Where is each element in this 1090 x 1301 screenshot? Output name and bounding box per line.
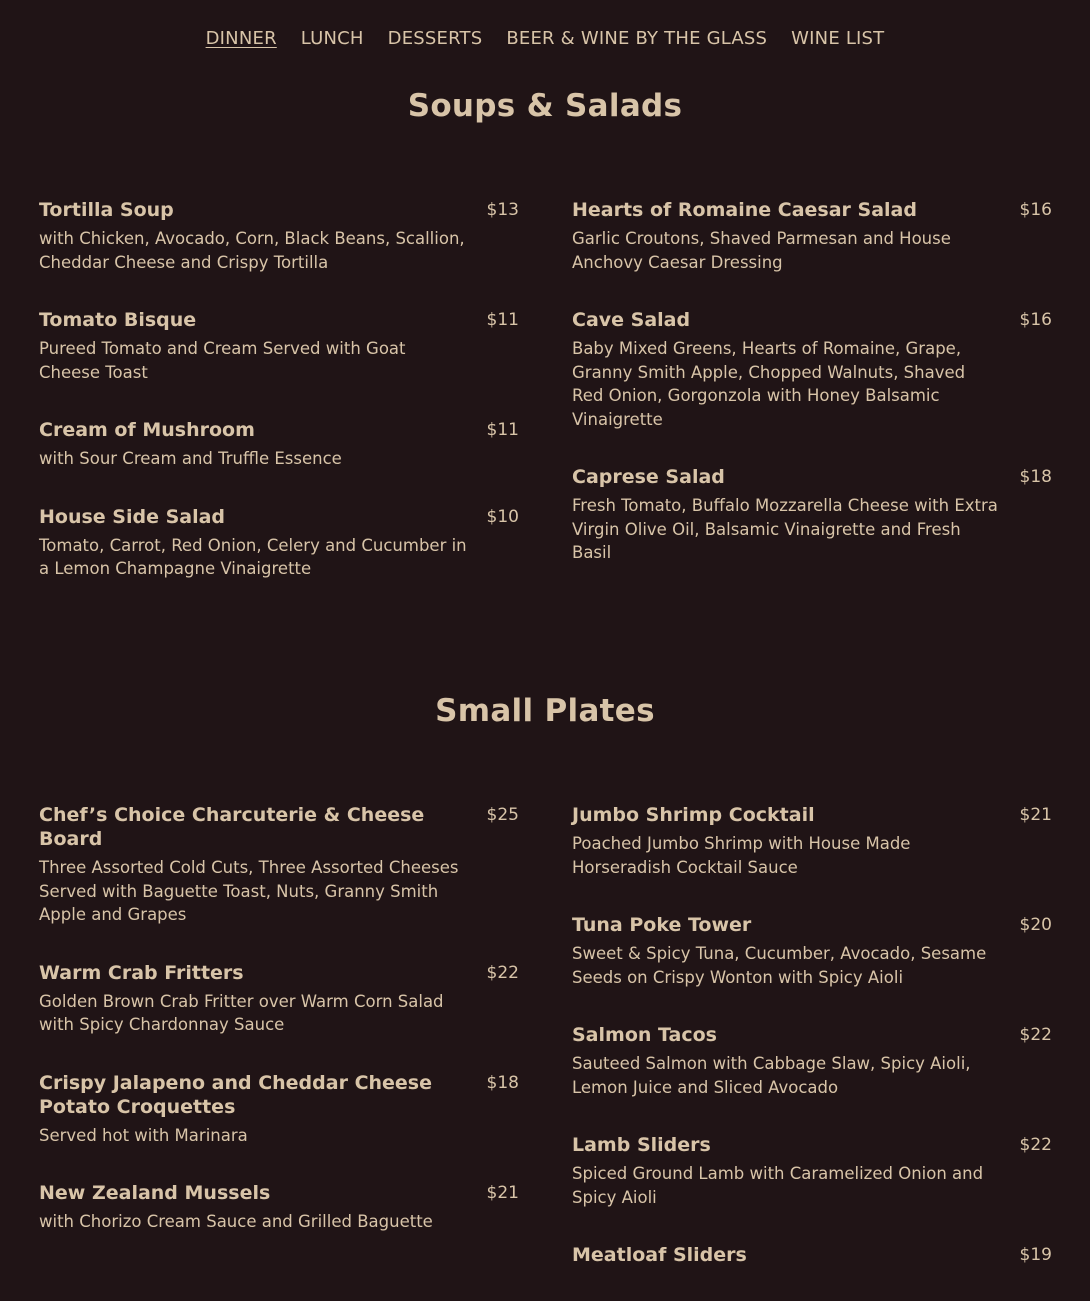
menu-item-description: with Chorizo Cream Sauce and Grilled Baguette bbox=[39, 1212, 433, 1231]
menu-item-description: Poached Jumbo Shrimp with House Made Horseradish Cocktail Sauce bbox=[572, 834, 911, 877]
menu-column-left bbox=[39, 803, 519, 1268]
menu-item-description: Golden Brown Crab Fritter over Warm Corn Salad with Spicy Chardonnay Sauce bbox=[39, 991, 444, 1034]
section-title: Small Plates bbox=[435, 693, 655, 729]
menu-item-price: $18 bbox=[486, 1072, 519, 1093]
menu-item-name: Cave Salad bbox=[572, 309, 691, 331]
menu-item-description: Pureed Tomato and Cream Served with Goat Cheese Toast bbox=[39, 339, 406, 382]
menu-item-price: $11 bbox=[486, 420, 519, 440]
menu-item-header bbox=[572, 913, 1052, 937]
menu-item-description: Tomato, Carrot, Red Onion, Celery and Cucumber in a Lemon Champagne Vinaigrette bbox=[39, 535, 467, 578]
nav-item-beer-wine-by-the-glass[interactable]: BEER & WINE BY THE GLASS bbox=[506, 28, 768, 49]
menu-item-description: with Chicken, Avocado, Corn, Black Beans, Scallion, Cheddar Cheese and Crispy Tortilla bbox=[39, 229, 465, 272]
menu-item bbox=[39, 1071, 519, 1148]
menu-item-description: Garlic Croutons, Shaved Parmesan and House Anchovy Caesar Dressing bbox=[572, 229, 951, 272]
menu-item-price: $20 bbox=[1019, 915, 1052, 935]
menu-item bbox=[572, 198, 1052, 274]
menu-item-price: $16 bbox=[1019, 310, 1052, 330]
menu-item bbox=[572, 1243, 1052, 1267]
menu-item-name: Caprese Salad bbox=[572, 466, 725, 488]
menu-item-header bbox=[39, 418, 519, 442]
menu-item bbox=[572, 803, 1052, 879]
menu-item bbox=[39, 505, 519, 581]
menu-item-name: Tomato Bisque bbox=[39, 309, 197, 331]
nav-item-lunch[interactable]: LUNCH bbox=[300, 28, 364, 49]
menu-item-header bbox=[39, 803, 519, 851]
menu-item bbox=[572, 465, 1052, 565]
menu-item-name: New Zealand Mussels bbox=[39, 1182, 271, 1204]
menu-item-header bbox=[39, 1071, 519, 1119]
menu-item-description: Spiced Ground Lamb with Caramelized Onion and Spicy Aioli bbox=[572, 1164, 984, 1207]
menu-item bbox=[572, 308, 1052, 431]
menu-item-header bbox=[572, 308, 1052, 332]
menu-item-name: Hearts of Romaine Caesar Salad bbox=[572, 199, 917, 221]
menu-item-header bbox=[572, 1023, 1052, 1047]
menu-item bbox=[572, 913, 1052, 989]
menu-item-price: $11 bbox=[486, 310, 519, 330]
nav-item-wine-list[interactable]: WINE LIST bbox=[791, 28, 885, 49]
menu-item-header bbox=[39, 961, 519, 985]
menu-item-header bbox=[572, 803, 1052, 827]
menu-item-header bbox=[39, 308, 519, 332]
menu-item-header bbox=[39, 1181, 519, 1205]
menu-item bbox=[39, 803, 519, 927]
menu-item-header bbox=[572, 465, 1052, 489]
menu-item-price: $10 bbox=[486, 506, 519, 527]
menu-item bbox=[39, 961, 519, 1037]
menu-item-name: House Side Salad bbox=[39, 505, 226, 528]
nav-item-dinner[interactable]: DINNER bbox=[205, 28, 277, 49]
menu-item-name: Cream of Mushroom bbox=[39, 419, 255, 441]
menu-item-name: Salmon Tacos bbox=[572, 1024, 717, 1046]
menu-item-price: $18 bbox=[1019, 467, 1052, 487]
section-title: Soups & Salads bbox=[407, 88, 683, 124]
nav-item-desserts[interactable]: DESSERTS bbox=[387, 28, 483, 49]
menu-item-price: $25 bbox=[486, 805, 519, 825]
menu-item-header bbox=[39, 198, 519, 222]
menu-item bbox=[39, 1181, 519, 1234]
menu-item-header bbox=[572, 1133, 1052, 1157]
menu-item-price: $16 bbox=[1019, 200, 1052, 220]
menu-nav bbox=[0, 28, 1090, 49]
menu-item-description: Served hot with Marinara bbox=[39, 1125, 248, 1145]
menu-item-name: Tortilla Soup bbox=[39, 199, 174, 221]
menu-item-price: $21 bbox=[486, 1183, 519, 1203]
menu-item-price: $22 bbox=[486, 962, 519, 983]
menu-item-header bbox=[572, 1243, 1052, 1267]
menu-item-name: Warm Crab Fritters bbox=[39, 961, 244, 984]
menu-item-description: Fresh Tomato, Buffalo Mozzarella Cheese with Extra Virgin Olive Oil, Balsamic Vinaigrette and Fresh Basil bbox=[572, 496, 998, 562]
menu-item-description: Sweet & Spicy Tuna, Cucumber, Avocado, Sesame Seeds on Crispy Wonton with Spicy Aioli bbox=[572, 944, 987, 987]
menu-item-price: $13 bbox=[486, 200, 519, 220]
menu-item-description: Three Assorted Cold Cuts, Three Assorted Cheeses Served with Baguette Toast, Nuts, Granny Smith Apple and Grapes bbox=[39, 858, 459, 924]
menu-item-description: Baby Mixed Greens, Hearts of Romaine, Grape, Granny Smith Apple, Chopped Walnuts, Shaved Red Onion, Gorgonzola with Honey Balsamic Vinaigrette bbox=[572, 339, 966, 429]
menu-item bbox=[39, 418, 519, 471]
menu-item-description: Sauteed Salmon with Cabbage Slaw, Spicy Aioli, Lemon Juice and Sliced Avocado bbox=[572, 1054, 971, 1097]
menu-item-price: $22 bbox=[1019, 1135, 1052, 1155]
menu-item-header bbox=[39, 505, 519, 529]
menu-item bbox=[572, 1023, 1052, 1099]
menu-item bbox=[572, 1133, 1052, 1209]
menu-item bbox=[39, 198, 519, 274]
menu-item-description: with Sour Cream and Truffle Essence bbox=[39, 449, 342, 468]
menu-item-name: Chef’s Choice Charcuterie & Cheese Board bbox=[39, 804, 425, 850]
menu-item-price: $22 bbox=[1019, 1025, 1052, 1045]
menu-item-name: Lamb Sliders bbox=[572, 1134, 711, 1156]
menu-item-name: Tuna Poke Tower bbox=[572, 914, 752, 936]
menu-item-name: Jumbo Shrimp Cocktail bbox=[572, 804, 815, 826]
menu-column-left bbox=[39, 198, 519, 615]
menu-column-right bbox=[572, 198, 1052, 599]
menu-item-header bbox=[572, 198, 1052, 222]
menu-item-name: Meatloaf Sliders bbox=[572, 1244, 747, 1266]
menu-item-name: Crispy Jalapeno and Cheddar Cheese Potato Croquettes bbox=[39, 1071, 433, 1118]
menu-column-right bbox=[572, 803, 1052, 1301]
menu-item-price: $21 bbox=[1019, 805, 1052, 825]
menu-item-price: $19 bbox=[1019, 1245, 1052, 1265]
menu-item bbox=[39, 308, 519, 384]
